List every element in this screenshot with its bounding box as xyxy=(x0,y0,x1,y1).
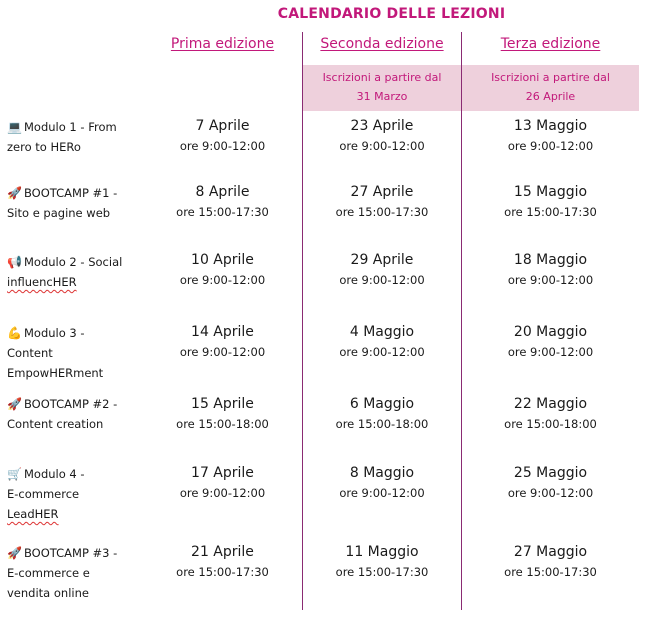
edition-header-seconda[interactable]: Seconda edizione xyxy=(320,36,444,52)
computer-icon: 💻 xyxy=(7,120,22,134)
rocket-icon: 🚀 xyxy=(7,186,22,200)
module-label: 📢 Modulo 2 - Social influencHER xyxy=(7,252,141,292)
module-label: 🚀 BOOTCAMP #3 - E-commerce e vendita online xyxy=(7,543,141,603)
lesson-cell: 27 Aprile ore 15:00-17:30 xyxy=(335,184,429,219)
lesson-cell: 18 Maggio ore 9:00-12:00 xyxy=(507,252,594,287)
lesson-cell: 10 Aprile ore 9:00-12:00 xyxy=(179,252,266,287)
rocket-icon: 🚀 xyxy=(7,546,22,560)
lesson-cell: 7 Aprile ore 9:00-12:00 xyxy=(179,118,266,153)
module-label: 💻 Modulo 1 - From zero to HERo xyxy=(7,117,141,157)
lesson-cell: 14 Aprile ore 9:00-12:00 xyxy=(179,324,266,359)
registration-text: Iscrizioni a partire dal xyxy=(491,71,610,84)
registration-banner-seconda xyxy=(303,65,461,111)
registration-date: 31 Marzo xyxy=(356,90,408,103)
lesson-cell: 11 Maggio ore 15:00-17:30 xyxy=(335,544,429,579)
calendar-title: CALENDARIO DELLE LEZIONI xyxy=(277,6,506,22)
lesson-cell: 23 Aprile ore 9:00-12:00 xyxy=(339,118,425,153)
lesson-cell: 8 Aprile ore 15:00-17:30 xyxy=(176,184,269,219)
lesson-cell: 21 Aprile ore 15:00-17:30 xyxy=(176,544,269,579)
lesson-cell: 17 Aprile ore 9:00-12:00 xyxy=(179,465,266,500)
lesson-cell: 8 Maggio ore 9:00-12:00 xyxy=(339,465,425,500)
megaphone-icon: 📢 xyxy=(7,255,22,269)
lesson-cell: 22 Maggio ore 15:00-18:00 xyxy=(504,396,597,431)
lesson-cell: 13 Maggio ore 9:00-12:00 xyxy=(507,118,594,153)
rocket-icon: 🚀 xyxy=(7,397,22,411)
lesson-cell: 6 Maggio ore 15:00-18:00 xyxy=(335,396,429,431)
module-label: 💪 Modulo 3 - Content EmpowHERment xyxy=(7,323,141,383)
lesson-cell: 29 Aprile ore 9:00-12:00 xyxy=(339,252,425,287)
edition-header-prima[interactable]: Prima edizione xyxy=(170,36,275,52)
edition-header-terza[interactable]: Terza edizione xyxy=(500,36,601,52)
registration-date: 26 Aprile xyxy=(525,90,576,103)
shopping-cart-icon: 🛒 xyxy=(7,467,22,481)
registration-banner-terza xyxy=(462,65,639,111)
lesson-cell: 25 Maggio ore 9:00-12:00 xyxy=(507,465,594,500)
lesson-cell: 27 Maggio ore 15:00-17:30 xyxy=(504,544,597,579)
flexed-biceps-icon: 💪 xyxy=(7,326,22,340)
module-label: 🚀 BOOTCAMP #2 - Content creation xyxy=(7,394,141,434)
lesson-cell: 15 Maggio ore 15:00-17:30 xyxy=(504,184,597,219)
lesson-cell: 15 Aprile ore 15:00-18:00 xyxy=(176,396,269,431)
module-label: 🛒 Modulo 4 - E-commerce LeadHER xyxy=(7,464,141,524)
lesson-cell: 4 Maggio ore 9:00-12:00 xyxy=(339,324,425,359)
registration-text: Iscrizioni a partire dal xyxy=(322,71,442,84)
lesson-cell: 20 Maggio ore 9:00-12:00 xyxy=(507,324,594,359)
module-label: 🚀 BOOTCAMP #1 - Sito e pagine web xyxy=(7,183,141,223)
